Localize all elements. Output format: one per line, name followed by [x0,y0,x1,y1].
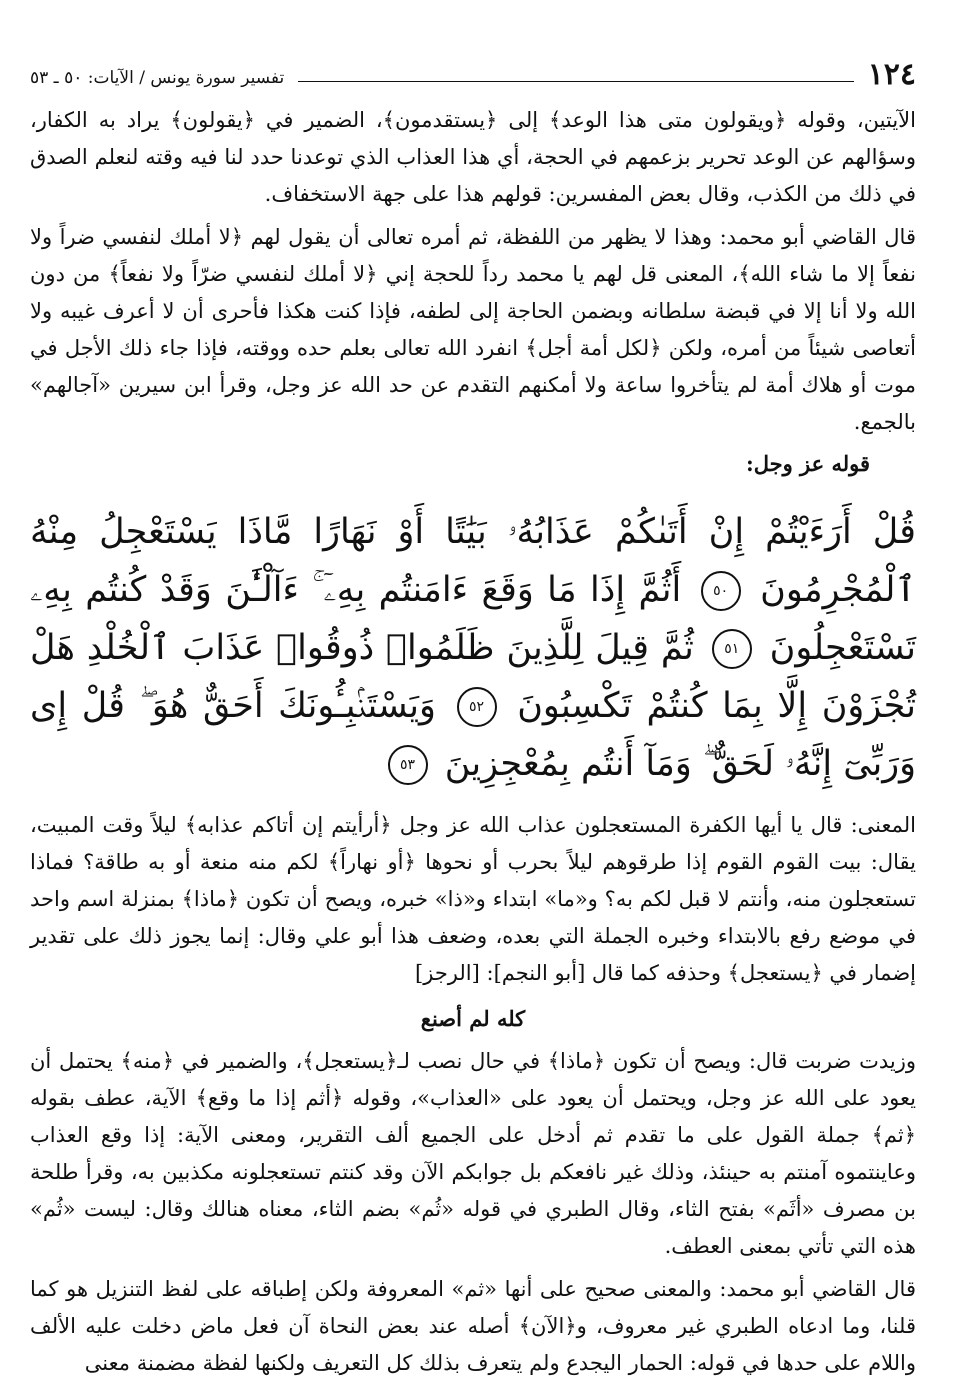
poetry-verse: كله لم أصنع [420,1006,526,1031]
page-header [30,52,916,92]
page-number: ١٢٤ [867,57,916,92]
ayah-marker-50: ٥٠ [701,571,741,611]
quran-verse-53: وَيَسْتَنۢبِـُٔونَكَ أَحَقٌّ هُوَ ۖ قُلْ إِى وَرَبِّىٓ إِنَّهُۥ لَحَقٌّ ۖ وَمَآ أَنتُم بِمُعْجِزِينَ [30,686,916,784]
quran-verse-52: ثُمَّ قِيلَ لِلَّذِينَ ظَلَمُوا۟ ذُوقُوا۟ عَذَابَ ٱلْخُلْدِ هَلْ تُجْزَوْنَ إِلَّا بِمَا كُنتُمْ تَكْسِبُونَ [30,628,916,726]
ayah-marker-53: ٥٣ [388,745,428,785]
verse-intro: قوله عز وجل: [745,451,870,476]
quran-verses [30,503,916,793]
paragraph-2: قال القاضي أبو محمد: وهذا لا يظهر من اللفظة، ثم أمره تعالى أن يقول لهم ﴿لا أملك لنفسي ضراً ولا نفعاً إلا ما شاء الله﴾، المعنى قل لهم يا محمد رداً للحجة إني ﴿لا أملك لنفسي ضرّاً ولا نفعاً﴾ من دون الله ولا أنا إلا في قبضة سلطانه وبضمن الحاجة إلى لطفه، فإذا كنت هكذا فأحرى أن لا أعرف غيبه ولا أتعاصى شيئاً من أمره، ولكن ﴿لكل أمة أجل﴾ انفرد الله تعالى بعلم حده ووقته، فإذا جاء ذلك الأجل في موت أو هلاك أمة لم يتأخروا ساعة ولا أمكنهم التقدم عن حد الله عز وجل، وقرأ ابن سيرين «آجالهم» بالجمع. [30,225,916,434]
running-title: تفسير سورة يونس / الآيات: ٥٠ ـ ٥٣ [30,68,285,88]
quran-verse-51: أَثُمَّ إِذَا مَا وَقَعَ ءَامَنتُم بِهِۦٓ ۚ ءَآلْـَٰٔنَ وَقَدْ كُنتُم بِهِۦ تَسْتَعْجِلُونَ [30,570,916,668]
paragraph-5: قال القاضي أبو محمد: والمعنى صحيح على أنها «ثم» المعروفة ولكن إطباقه على لفظ التنزيل هو كما قلنا، وما ادعاه الطبري غير معروف، و﴿الآن﴾ أصله عند بعض النحاة آن فعل ماض دخلت عليه الألف واللام على حدها في قوله: الحمار اليجدع ولم يتعرف بذلك كل التعريف ولكنها لفظة مضمنة معنى [30,1277,916,1375]
paragraph-4: وزيدت ضربت قال: ويصح أن تكون ﴿ماذا﴾ في حال نصب لـ﴿يستعجل﴾، والضمير في ﴿منه﴾ يحتمل أن يعود على الله عز وجل، ويحتمل أن يعود على «العذاب»، وقوله ﴿أثم إذا ما وقع﴾ الآية، عطف بقوله ﴿ثم﴾ جملة القول على ما تقدم ثم أدخل على الجميع ألف التقرير، ومعنى الآية: إذا وقع العذاب وعاينتموه آمنتم به حينئذ، وذلك غير نافعكم بل جوابكم الآن وقد كنتم تستعجلونه مكذبين به، وقرأ طلحة بن مصرف «أثَم» بفتح الثاء، وقال الطبري في قوله «ثُم» بضم الثاء، معناه هنالك وقال: ليست «ثُم» هذه التي تأتي بمعنى العطف. [30,1049,916,1258]
paragraph-3: المعنى: قال يا أيها الكفرة المستعجلون عذاب الله عز وجل ﴿أرأيتم إن أتاكم عذابه﴾ ليلاً وقت المبيت، يقال: بيت القوم القوم إذا طرقوهم ليلاً بحرب أو نحوها ﴿أو نهاراً﴾ لكم منه منعة أو به طاقة؟ فماذا تستعجلون منه، وأنتم لا قبل لكم به؟ و«ما» ابتداء و«ذا» خبره، ويصح أن تكون ﴿ماذا﴾ بمنزلة اسم واحد في موضع رفع بالابتداء وخبره الجملة التي بعده، وضعف هذا أبو علي وقال: إنما يجوز ذلك على تقدير إضمار في ﴿يستعجل﴾ وحذفه كما قال [أبو النجم]: [الرجز] [30,813,916,985]
ayah-marker-52: ٥٢ [457,687,497,727]
paragraph-1: الآيتين، وقوله ﴿ويقولون متى هذا الوعد﴾ إلى ﴿يستقدمون﴾، الضمير في ﴿يقولون﴾ يراد به الكفار، وسؤالهم عن الوعد تحرير بزعمهم في الحجة، أي هذا العذاب الذي توعدنا حدد لنا فيه وقته لنعلم الصدق في ذلك من الكذب، وقال بعض المفسرين: قولهم هذا على جهة الاستخفاف. [30,108,916,206]
header-rule [298,81,853,82]
quran-verse-50: قُلْ أَرَءَيْتُمْ إِنْ أَتَىٰكُمْ عَذَابُهُۥ بَيَٰتًا أَوْ نَهَارًا مَّاذَا يَسْتَعْجِلُ مِنْهُ ٱلْمُجْرِمُونَ [30,512,916,610]
ayah-marker-51: ٥١ [712,629,752,669]
